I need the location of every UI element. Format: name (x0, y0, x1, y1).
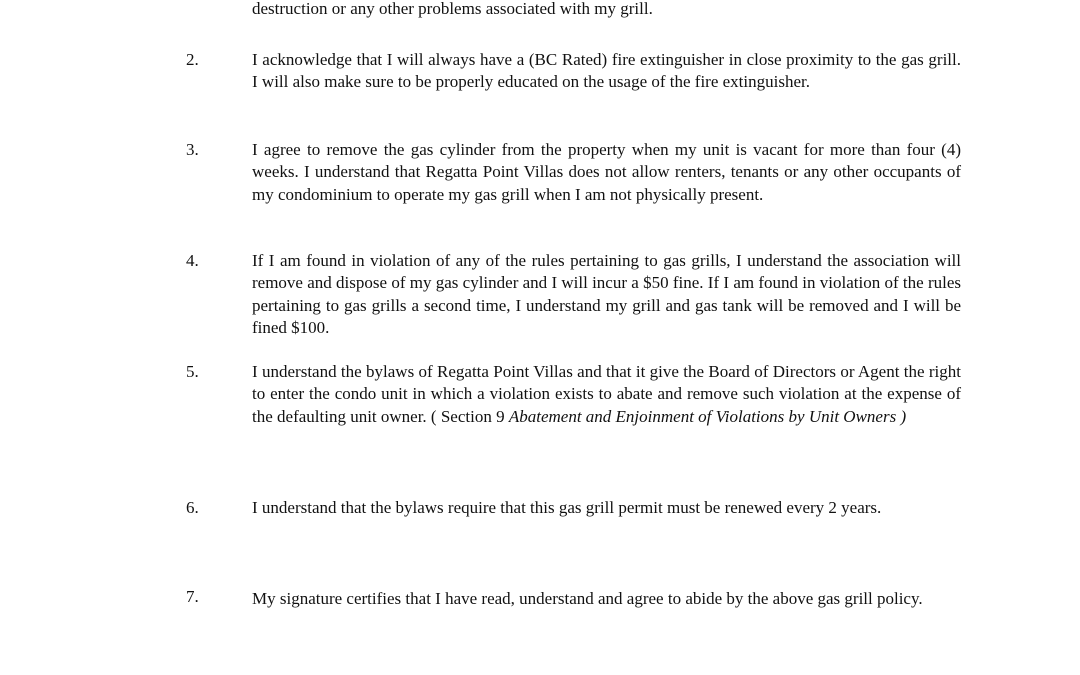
section-title: Abatement and Enjoinment of Violations by Unit Owners (508, 406, 897, 426)
item-text: If I am found in violation of any of the rules pertaining to gas grills, I understand the association will remove and dispose of my gas cylinder and I will incur a $50 fine. If I am found in violation of the rules pertaining to gas grills a second time, I understand my grill and gas tank will be removed and I will be fined $100. (252, 251, 961, 337)
section-close: ) (896, 406, 907, 426)
item-number: 7. (186, 587, 199, 606)
item-text: I agree to remove the gas cylinder from the property when my unit is vacant for more than four (4) weeks. I understand that Regatta Point Villas does not allow renters, tenants or any other occupants of my condominium to operate my gas grill when I am not physically present. (252, 140, 961, 204)
item-text: I acknowledge that I will always have a (BC Rated) fire extinguisher in close proximity to the gas grill. I will also make sure to be properly educated on the usage of the fire extinguisher. (252, 50, 961, 92)
item-number: 6. (186, 498, 199, 517)
item-number: 4. (186, 251, 199, 270)
item-text-block (252, 361, 961, 428)
item-number: 3. (186, 140, 199, 159)
item-text: I understand that the bylaws require that this gas grill permit must be renewed every 2 years. (252, 498, 882, 517)
item-number: 2. (186, 50, 199, 69)
item-text: My signature certifies that I have read, understand and agree to abide by the above gas grill policy. (252, 589, 923, 608)
item-number: 5. (186, 362, 199, 381)
continued-text: destruction or any other problems associated with my grill. (252, 0, 653, 18)
item-text: I understand the bylaws of Regatta Point Villas and that it give the Board of Directors or Agent the right to enter the condo unit in which a violation exists to abate and remove such violation at the expense of the defaulting unit owner. ( Section 9 (252, 362, 961, 426)
